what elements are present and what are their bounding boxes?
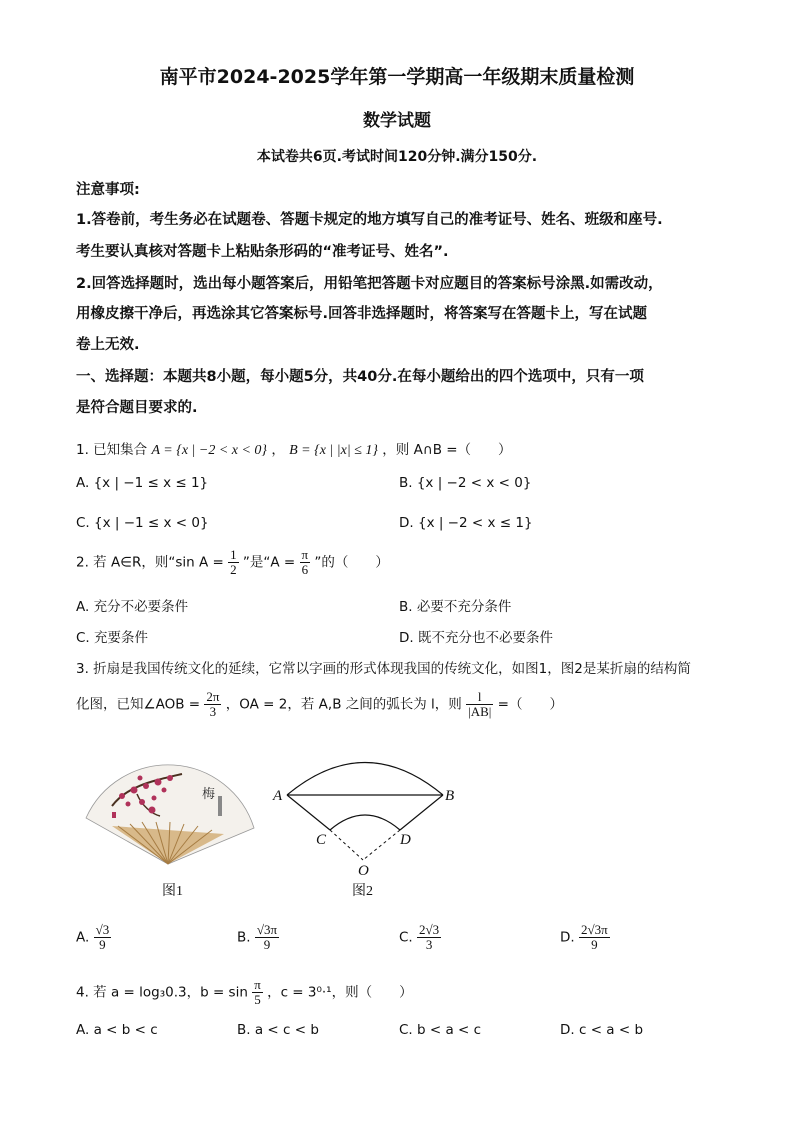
exam-info: 本试卷共6页.考试时间120分钟.满分150分. [256, 149, 538, 165]
q2-frac2-den: 6 [301, 562, 309, 577]
notes-line: 考生要认真核对答题卡上粘贴条形码的“准考证号、姓名”. [76, 244, 449, 260]
point-b-label: B [445, 788, 455, 804]
q3-opt-a-letter: A. [76, 929, 90, 946]
q3-frac2-den: |AB| [468, 704, 492, 719]
q1-option-a[interactable]: A. {x | −1 ≤ x ≤ 1} [76, 475, 209, 491]
q3-option-c[interactable] [399, 923, 441, 952]
q4-option-b[interactable]: B. a < c < b [237, 1022, 319, 1038]
q4-prefix: 4. 若 a = log₃0.3，b = sin [76, 984, 248, 1001]
q2-option-b[interactable]: B. 必要不充分条件 [399, 599, 512, 615]
q3-opt-d-den: 9 [591, 937, 598, 952]
notes-line: 卷上无效. [76, 337, 140, 353]
q3-option-b[interactable] [237, 923, 279, 952]
q4-frac-num: π [254, 977, 261, 992]
point-c-label: C [316, 832, 327, 848]
fan-inscription [218, 796, 222, 816]
figure-1-caption: 图1 [162, 884, 183, 899]
q2-mid: ”是“A = [242, 554, 296, 571]
q2-option-a[interactable]: A. 充分不必要条件 [76, 599, 189, 615]
arc-ab [287, 763, 443, 796]
q3-l2b: ，OA = 2，若 A,B 之间的弧长为 l，则 [225, 696, 462, 713]
arc-cd [330, 815, 400, 830]
q3-opt-a-den: 9 [99, 937, 106, 952]
point-o-label: O [358, 863, 369, 879]
fan-calligraphy: 梅 [202, 787, 216, 802]
q3-frac2-num: l [466, 690, 493, 705]
exam-subject: 数学试题 [363, 111, 431, 131]
q1-set-a: A = {x | −2 < x < 0} [151, 443, 268, 458]
q4-fraction [252, 978, 263, 1007]
dashed-co [330, 830, 363, 860]
q2-suffix: ”的（ ） [314, 554, 389, 571]
q3-angle-fraction [204, 690, 221, 719]
figure-2-caption: 图2 [352, 884, 373, 899]
q3-l2a: 化图，已知∠AOB = [76, 696, 201, 713]
q3-opt-b-letter: B. [237, 929, 251, 946]
q4-option-c[interactable]: C. b < a < c [399, 1022, 482, 1038]
q2-frac-den: 2 [230, 562, 237, 577]
segment-ac [287, 795, 330, 830]
q1-suffix: ，则 A∩B =（ ） [382, 442, 512, 458]
q2-frac-num: 1 [230, 547, 237, 562]
q4-suffix: ，c = 3⁰·¹，则（ ） [267, 984, 413, 1001]
q3-option-d[interactable] [560, 923, 610, 952]
q3-opt-d-frac [579, 923, 610, 952]
question-3-line1: 3. 折扇是我国传统文化的延续，它常以字画的形式体现我国的传统文化，如图1，图2是某折扇的结构简 [76, 661, 691, 677]
section-heading: 一、选择题：本题共8小题，每小题5分，共40分.在每小题给出的四个选项中，只有一项 [76, 369, 644, 385]
q3-frac-num: 2π [206, 689, 220, 704]
dashed-do [363, 830, 400, 860]
q4-option-d[interactable]: D. c < a < b [560, 1022, 644, 1038]
question-2-stem [76, 548, 389, 577]
q1-set-b: B = {x | |x| ≤ 1} [289, 443, 378, 458]
q3-opt-b-frac [255, 923, 279, 952]
q3-ratio-fraction [466, 690, 493, 719]
q1-option-d[interactable]: D. {x | −2 < x ≤ 1} [399, 515, 533, 531]
fan-illustration [82, 756, 262, 866]
fan-seal [112, 812, 116, 818]
q3-l2c: =（ ） [497, 696, 563, 713]
point-a-label: A [273, 788, 283, 804]
q3-opt-b-num: √3π [256, 922, 278, 937]
q3-opt-a-frac [94, 923, 112, 952]
exam-title: 南平市2024-2025学年第一学期高一年级期末质量检测 [159, 66, 635, 88]
q3-opt-d-num: 2√3π [580, 922, 608, 937]
q4-option-a[interactable]: A. a < b < c [76, 1022, 158, 1038]
notes-line: 用橡皮擦干净后，再选涂其它答案标号.回答非选择题时，将答案写在答题卡上，写在试题 [76, 306, 648, 322]
q1-prefix: 1. 已知集合 [76, 442, 148, 458]
q3-frac-den: 3 [209, 704, 217, 719]
q1-comma: ， [271, 442, 285, 458]
section-heading: 是符合题目要求的. [76, 400, 198, 416]
q2-frac2-num: π [301, 547, 309, 562]
q1-option-b[interactable]: B. {x | −2 < x < 0} [399, 475, 532, 491]
q3-option-a[interactable] [76, 923, 111, 952]
q3-opt-c-num: 2√3 [419, 922, 440, 937]
segment-bd [400, 795, 443, 830]
question-1-stem [76, 438, 512, 459]
point-d-label: D [400, 832, 411, 848]
fan-geometry-diagram [270, 750, 470, 880]
q2-option-c[interactable]: C. 充要条件 [76, 630, 149, 646]
q3-opt-a-num: √3 [95, 922, 110, 937]
q2-prefix: 2. 若 A∈R，则“sin A = [76, 554, 224, 571]
question-3-line2 [76, 690, 563, 719]
q3-opt-c-letter: C. [399, 929, 413, 946]
notes-line: 2.回答选择题时，选出每小题答案后，用铅笔把答题卡对应题目的答案标号涂黑.如需改动， [76, 276, 663, 292]
q2-fraction-pi6 [300, 548, 311, 577]
q3-opt-d-letter: D. [560, 929, 575, 946]
q2-fraction-half [228, 548, 239, 577]
q3-opt-c-den: 3 [425, 937, 433, 952]
notes-heading: 注意事项: [76, 182, 140, 198]
q3-opt-c-frac [417, 923, 441, 952]
q1-option-c[interactable]: C. {x | −1 ≤ x < 0} [76, 515, 209, 531]
question-4-stem [76, 978, 413, 1007]
q3-opt-b-den: 9 [263, 937, 271, 952]
q2-option-d[interactable]: D. 既不充分也不必要条件 [399, 630, 553, 646]
q4-frac-den: 5 [254, 992, 261, 1007]
notes-line: 1.答卷前，考生务必在试题卷、答题卡规定的地方填写自己的准考证号、姓名、班级和座号. [76, 212, 663, 228]
